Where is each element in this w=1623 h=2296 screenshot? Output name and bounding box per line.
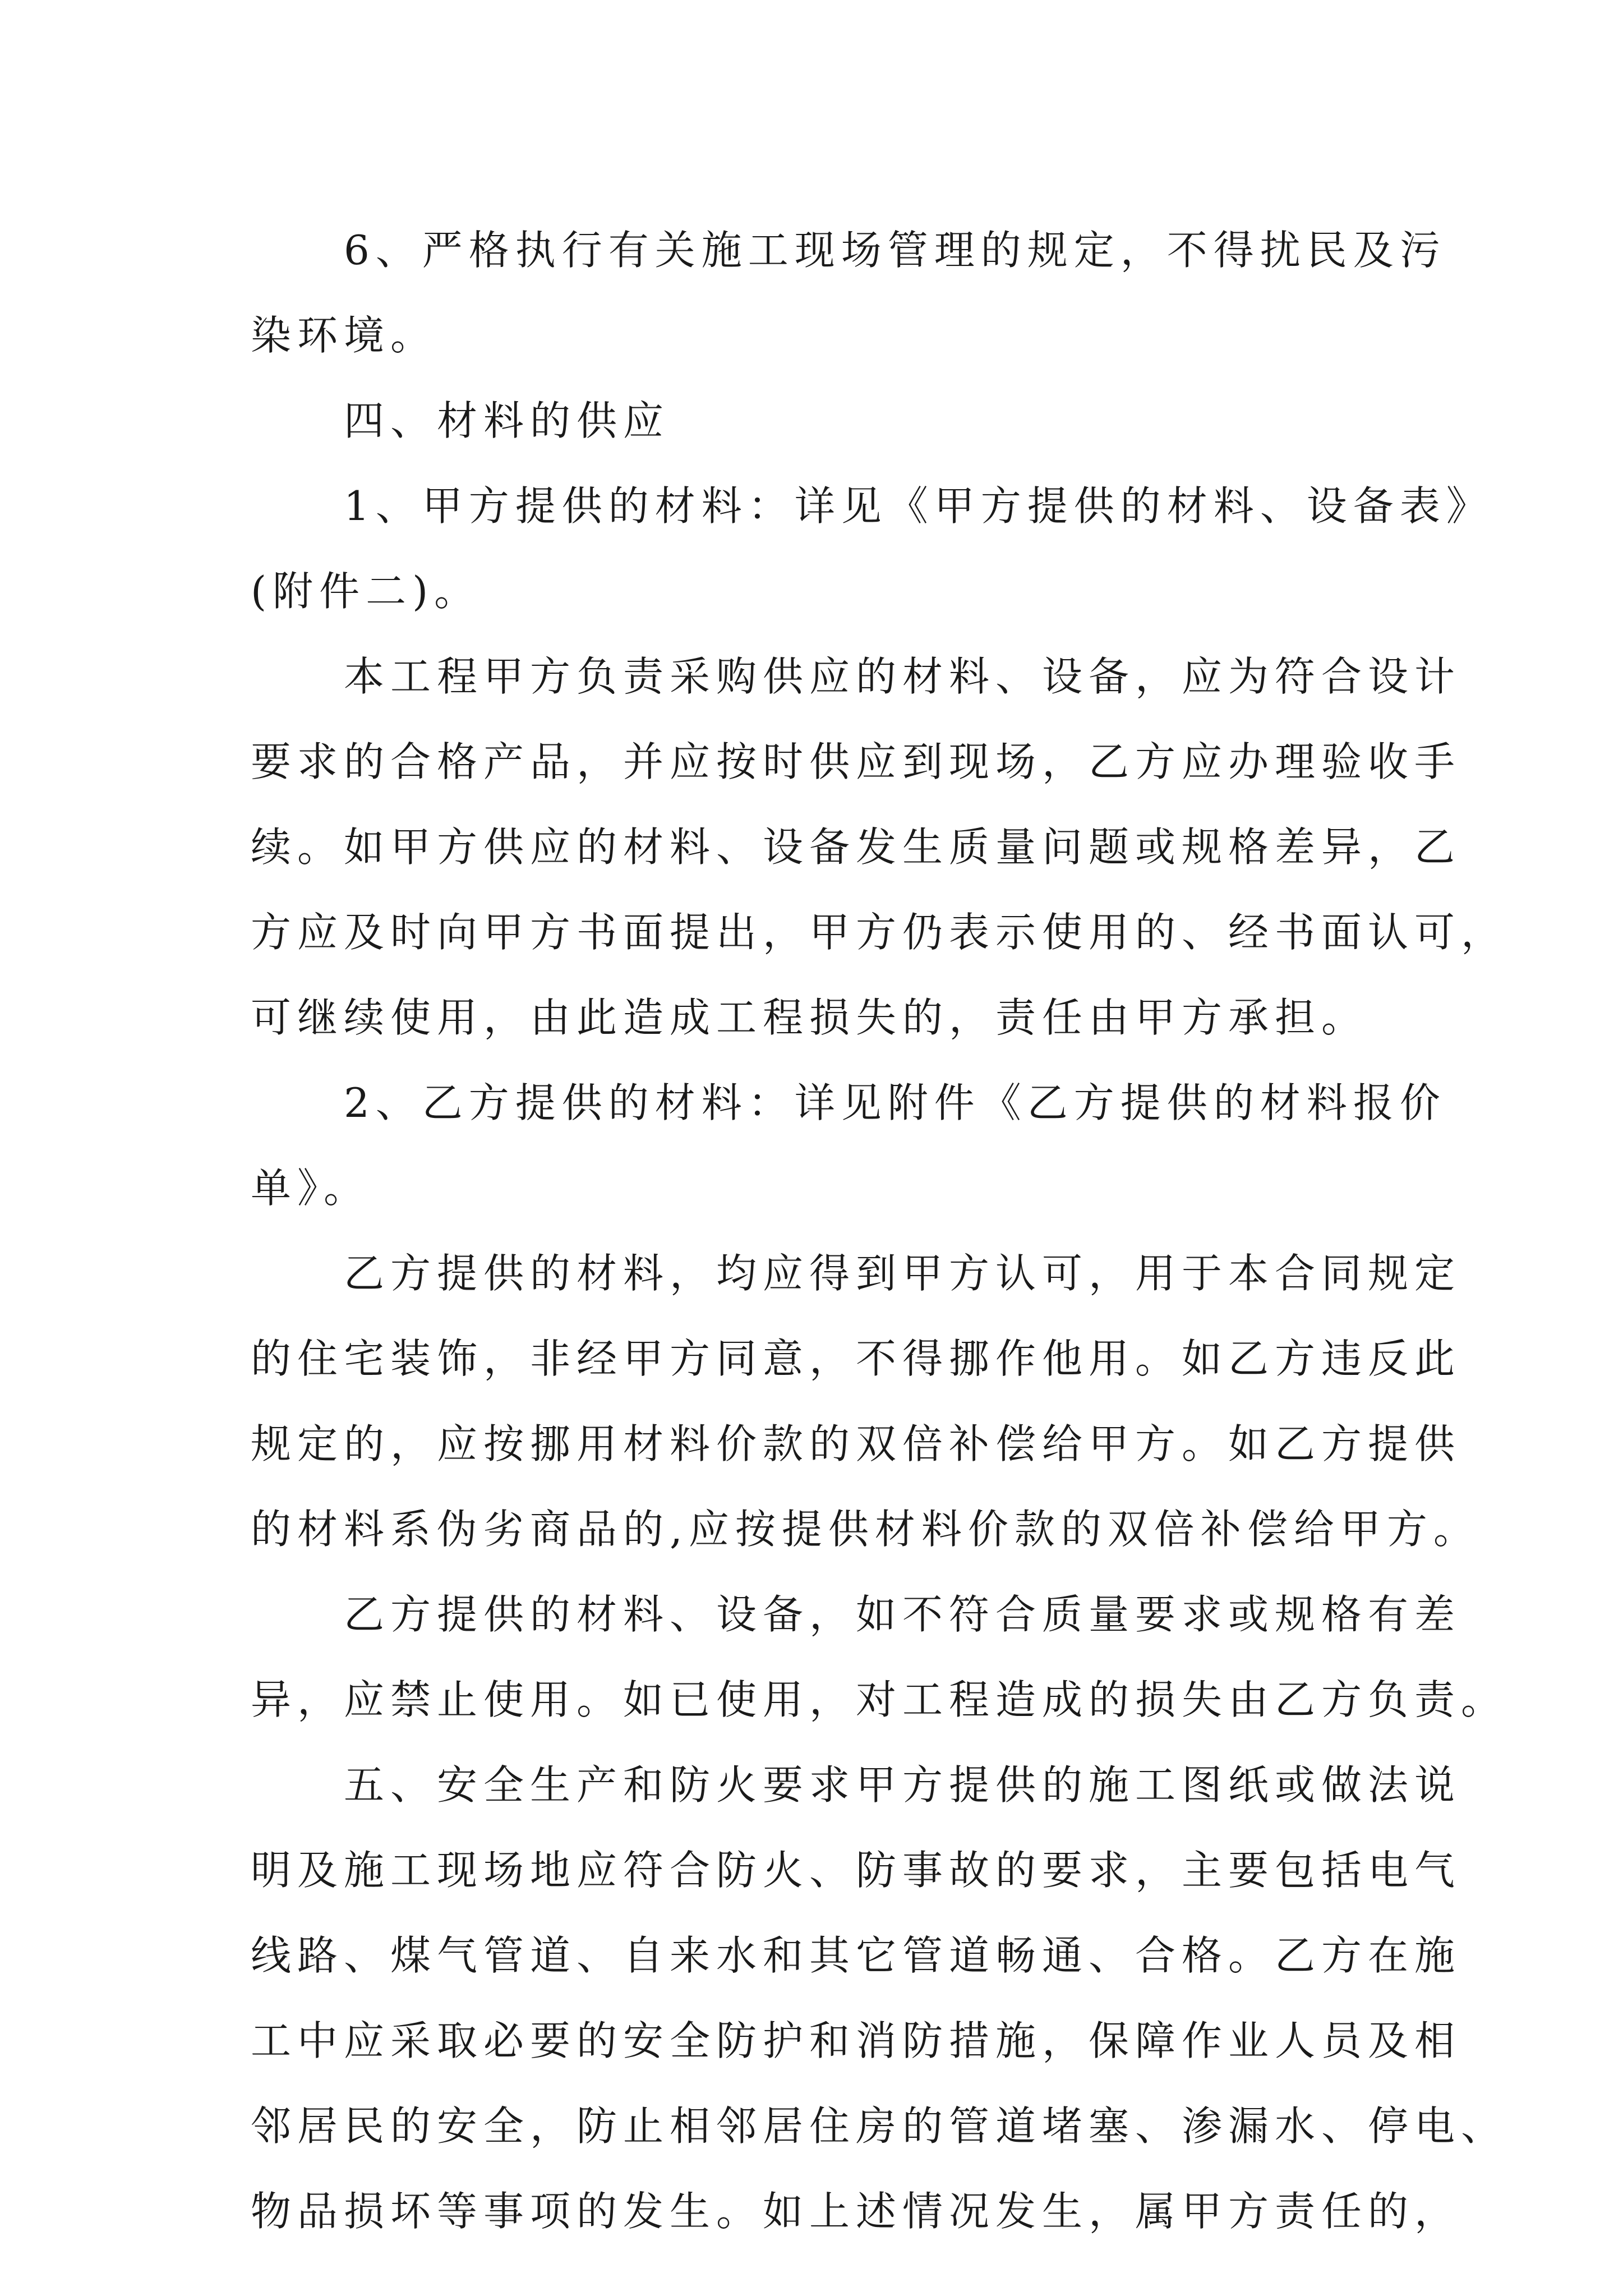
paragraph-line: 可继续使用，由此造成工程损失的，责任由甲方承担。 — [251, 994, 1368, 1041]
paragraph-line: 规定的，应按挪用材料价款的双倍补偿给甲方。如乙方提供 — [251, 1420, 1461, 1467]
paragraph-line: 的材料系伪劣商品的,应按提供材料价款的双倍补偿给甲方。 — [251, 1506, 1480, 1553]
paragraph-line: 的住宅装饰，非经甲方同意，不得挪作他用。如乙方违反此 — [251, 1335, 1461, 1382]
paragraph-line: 本工程甲方负责采购供应的材料、设备，应为符合设计 — [344, 653, 1461, 700]
paragraph-line: 工中应采取必要的安全防护和消防措施，保障作业人员及相 — [251, 2017, 1461, 2064]
paragraph-line: 乙方提供的材料、设备，如不符合质量要求或规格有差 — [344, 1591, 1461, 1638]
paragraph-line: 物品损坏等事项的发生。如上述情况发生，属甲方责任的， — [251, 2188, 1461, 2235]
paragraph-line: 五、安全生产和防火要求甲方提供的施工图纸或做法说 — [344, 1761, 1461, 1809]
paragraph-line: 续。如甲方供应的材料、设备发生质量问题或规格差异，乙 — [251, 823, 1461, 871]
paragraph-line: 染环境。 — [251, 312, 437, 359]
paragraph-line: 邻居民的安全，防止相邻居住房的管道堵塞、渗漏水、停电、 — [251, 2102, 1508, 2150]
paragraph-line: 单》。 — [251, 1165, 371, 1212]
paragraph-line: 异，应禁止使用。如已使用，对工程造成的损失由乙方负责。 — [251, 1676, 1508, 1723]
paragraph-line: 明及施工现场地应符合防火、防事故的要求，主要包括电气 — [251, 1847, 1461, 1894]
paragraph-line: 6、严格执行有关施工现场管理的规定，不得扰民及污 — [344, 227, 1446, 274]
paragraph-line: 乙方提供的材料，均应得到甲方认可，用于本合同规定 — [344, 1250, 1461, 1297]
paragraph-line: 方应及时向甲方书面提出，甲方仍表示使用的、经书面认可， — [251, 909, 1508, 956]
paragraph-line: 线路、煤气管道、自来水和其它管道畅通、合格。乙方在施 — [251, 1932, 1461, 1979]
section-heading: 四、材料的供应 — [344, 397, 670, 444]
paragraph-line: 要求的合格产品，并应按时供应到现场，乙方应办理验收手 — [251, 738, 1461, 785]
paragraph-line: 1、甲方提供的材料：详见《甲方提供的材料、设备表》 — [344, 482, 1493, 530]
paragraph-line: 2、乙方提供的材料：详见附件《乙方提供的材料报价 — [344, 1079, 1446, 1126]
paragraph-line: (附件二)。 — [251, 568, 481, 615]
document-body — [251, 208, 1508, 2254]
